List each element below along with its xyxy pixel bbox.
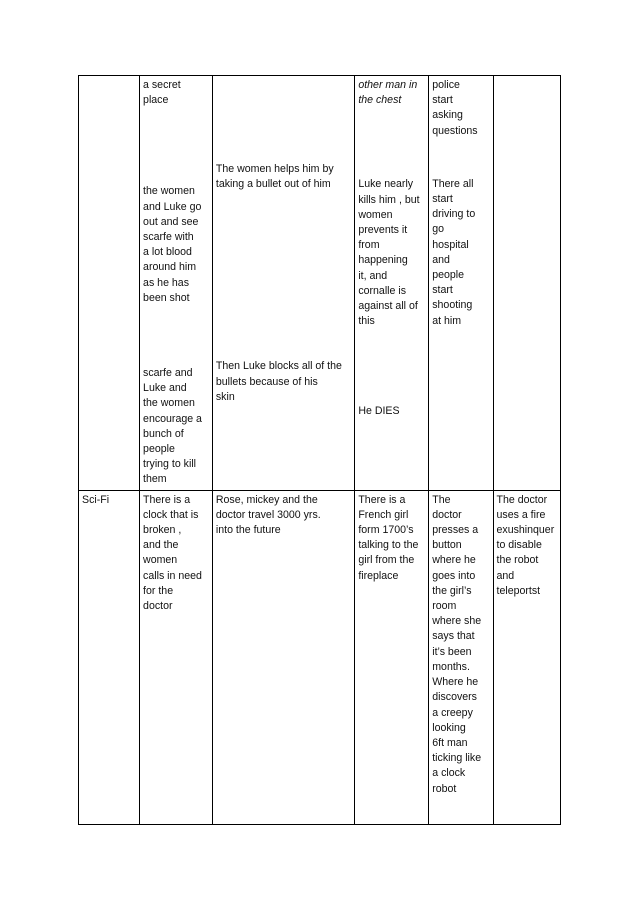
table-cell-genre: [79, 76, 140, 491]
cell-text: other man in the chest: [358, 79, 418, 107]
table-cell-genre: [79, 490, 140, 824]
cell-text: scarfe and Luke and the women encourage a bunch of people trying to kill them: [143, 367, 202, 486]
cell-text: The doctor presses a button where he goes into the girl’s room where she says that it’s been months. Where he discovers a creepy looking 6ft man ticking like a clock robot: [432, 493, 482, 795]
cell-text: The women helps him by taking a bullet out of him: [215, 163, 334, 191]
table-cell-col2: [212, 490, 354, 824]
table-row: [79, 76, 561, 491]
cell-text: Luke nearly kills him , but women prevents it from happening it, and cornalle is against all of this: [358, 178, 420, 328]
cell-text: The doctor uses a fire exushinquer to disable the robot and teleportst: [496, 493, 555, 597]
table-cell-col5: [493, 490, 561, 824]
cell-text: police start asking questions: [432, 79, 478, 137]
cell-text: There is a French girl form 1700’s talking to the girl from the fireplace: [358, 493, 419, 582]
cell-text: He DIES: [358, 405, 400, 418]
cell-text: Then Luke blocks all of the bullets because of his skin: [215, 360, 342, 403]
table-cell-col3: [355, 76, 429, 491]
table-cell-col1: [140, 490, 213, 824]
genre-label: Sci-Fi: [82, 493, 110, 506]
story-plan-table: [78, 75, 561, 825]
table-row: [79, 490, 561, 824]
table-cell-col3: [355, 490, 429, 824]
table-cell-col5: [493, 76, 561, 491]
table-cell-col1: [140, 76, 213, 491]
cell-text: Rose, mickey and the doctor travel 3000 yrs. into the future: [215, 493, 321, 537]
table-cell-col2: [212, 76, 354, 491]
cell-text: There is a clock that is broken , and the women calls in need for the doctor: [143, 493, 202, 613]
cell-text: the women and Luke go out and see scarfe with a lot blood around him as he has been shot: [143, 185, 202, 304]
cell-text: There all start driving to go hospital and people start shooting at him: [432, 177, 476, 327]
cell-text: a secret place: [143, 79, 181, 107]
table-cell-col4: [429, 490, 493, 824]
table-cell-col4: [429, 76, 493, 491]
